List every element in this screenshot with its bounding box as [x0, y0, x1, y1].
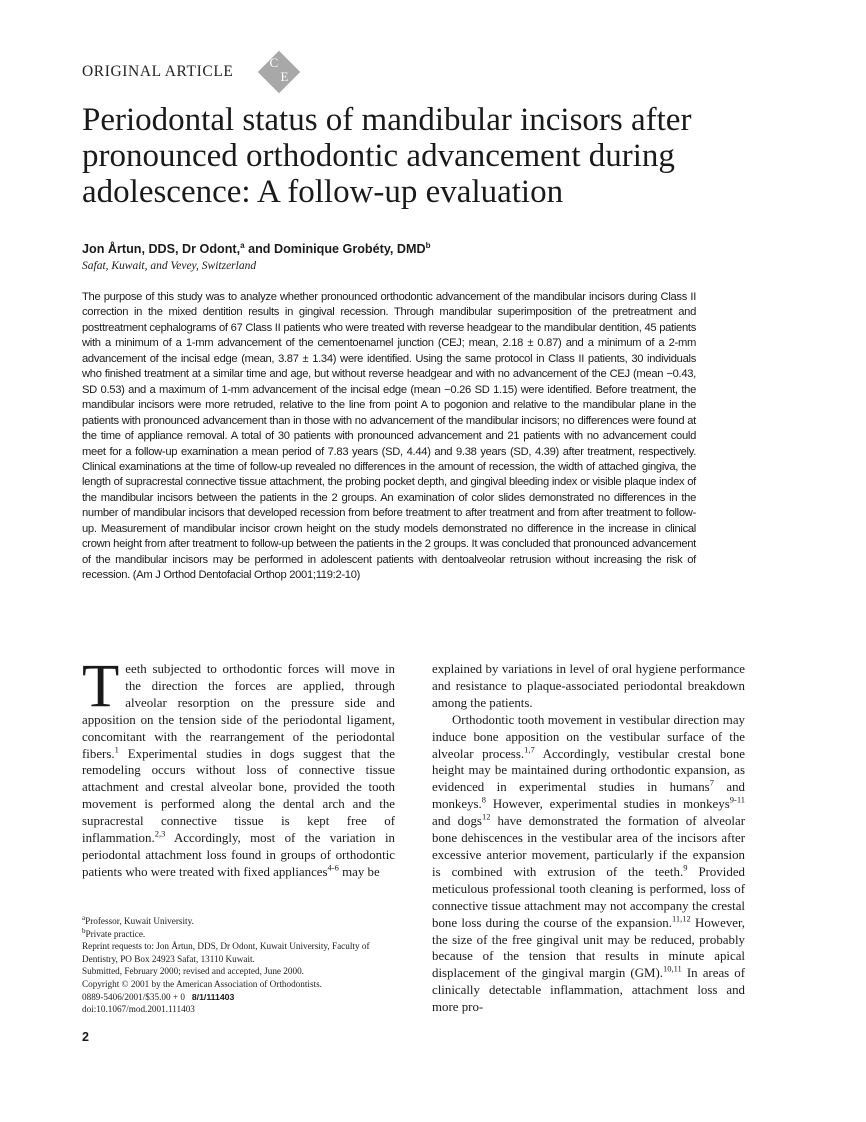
body-text: In areas of clinically detectable inflammation, attachment loss and more pro-	[432, 966, 745, 1015]
body-paragraph: explained by variations in level of oral hygiene performance and resistance to plaque-associated periodontal breakdown among the patients.	[432, 662, 745, 710]
reprint-line-1: Reprint requests to: Jon Årtun, DDS, Dr Odont, Kuwait University, Faculty of	[82, 941, 370, 952]
footnote-text: Professor, Kuwait University.	[85, 916, 194, 926]
ce-badge-icon	[257, 50, 301, 94]
footnote-text: Private practice.	[85, 928, 146, 939]
citation: 4-6	[327, 862, 339, 873]
body-text: Accordingly, most of the variation in periodontal attachment loss found in groups of orthodontic patients who were treated with fixed appliances	[82, 831, 395, 879]
citation: 12	[481, 811, 491, 822]
body-text: Experimental studies in dogs suggest that the remodeling occurs without loss of connective tissue attachment and crestal alveolar bone, provided the tooth movement is performed along the dental arch and the supracrestal connective tissue is kept free of inflammation.	[82, 746, 395, 846]
drop-cap: T	[82, 653, 120, 720]
citation: 9-11	[729, 794, 745, 805]
footnotes	[82, 915, 412, 1016]
author-2: Dominique Grobéty, DMD	[273, 242, 426, 257]
citation: 2,3	[154, 828, 166, 839]
submitted-line: Submitted, February 2000; revised and accepted, June 2000.	[82, 966, 304, 977]
citation: 9	[683, 862, 688, 873]
author-1: Jon Årtun, DDS, Dr Odont,	[82, 242, 241, 257]
body-paragraph	[432, 712, 745, 1016]
issn-line	[82, 991, 412, 1004]
abstract: The purpose of this study was to analyze whether pronounced orthodontic advancement of the mandibular incisors during Class II correction in the mixed dentition results in gingival recession. Through mandibular superimposition of the pretreatment and posttreatment cephalograms of 67 Class II patients who were treated with reverse headgear to the mandibular dentition, 45 patients with a minimum of a 1-mm advancement of the cementoenamel junction (CEJ; mean, 2.18 ± 0.87) and a minimum of a 2-mm advancement of the incisal edge (mean, 3.87 ± 1.34) were identified. Using the same protocol in Class II patients, 30 individuals who finished treatment at a similar time and age, but without reverse headgear and with no advancement of the CEJ (mean −0.43, SD 0.53) and a maximum of 1-mm advancement of the incisal edge (mean −0.26 SD 1.15) were identified. Before treatment, the mandibular incisors were more retruded, relative to the line from point A to pogonion and relative to the mandibular plane in the patients with pronounced advancement than in those with no advancement of the mandibular incisors; no differences were found at the time of appliance removal. A total of 30 patients with pronounced advancement and 21 patients with no advancement could meet for a follow-up examination a mean period of 7.83 years (SD, 4.44) and 9.38 years (SD, 4.39) after treatment, respectively. Clinical examinations at the time of follow-up revealed no differences in the amount of recession, the width of attached gingiva, the length of supracrestal connective tissue attachment, the probing pocket depth, and gingival bleeding index or visible plaque index of the mandibular incisors between the patients in the 2 groups. An examination of color slides demonstrated no differences in the number of mandibular incisors that developed recession from before treatment to after treatment and from after treatment to follow-up. Measurement of mandibular incisor crown height on the study models demonstrated no difference in the increase in clinical crown height from after treatment to follow-up between the patients in the 2 groups. It was concluded that pronounced advancement of the mandibular incisors may be performed in adolescent patients with dentoalveolar retrusion without increasing the risk of recession. (Am J Orthod Dentofacial Orthop 2001;119:2-10)	[82, 291, 696, 582]
body-text: may be	[338, 864, 380, 879]
footnote-a	[82, 915, 412, 928]
body-text: Orthodontic tooth movement in vestibular direction may induce bone apposition on the vestibular surface of the alveolar process.	[432, 712, 745, 761]
ce-badge-diamond	[258, 51, 300, 93]
citation: 10,11	[663, 964, 682, 975]
body-column-right	[432, 661, 745, 1016]
author-connector: and	[244, 242, 274, 257]
citation: 7	[709, 778, 714, 789]
article-title: Periodontal status of mandibular incisors after pronounced orthodontic advancement during adolescence: A follow-up evaluation	[82, 102, 692, 210]
body-text: However, experimental studies in monkeys	[486, 797, 730, 812]
article-header	[82, 50, 301, 94]
body-text: Accordingly, vestibular crestal bone height may be maintained during orthodontic expansion, as evidenced in experimental studies in humans	[432, 746, 745, 795]
copyright-line: Copyright © 2001 by the American Association of Orthodontists.	[82, 978, 322, 989]
body-text: However, the size of the free gingival unit may be reduced, probably because of the tension that results in minute apical displacement of the gingival margin (GM).	[432, 915, 745, 981]
citation: 1	[114, 744, 119, 755]
body-text: eeth subjected to orthodontic forces will move in the direction the forces are applied, through alveolar resorption on the pressure side and apposition on the tension side of the periodontal ligament, concomitant with the rearrangement of the periodontal fibers.	[82, 662, 395, 761]
footnote-b	[82, 928, 412, 941]
body-text: have demonstrated the formation of alveolar bone dehiscences in the vestibular area of the incisors after excessive anterior movement, particularly if the expansion is combined with extrusion of the teeth.	[432, 814, 745, 879]
ce-badge-e: E	[280, 69, 289, 84]
citation: 1,7	[524, 744, 535, 755]
affiliation: Safat, Kuwait, and Vevey, Switzerland	[82, 260, 257, 272]
body-paragraph	[82, 653, 395, 881]
body-column-left	[82, 653, 395, 881]
author-2-mark: b	[425, 241, 431, 250]
citation: 11,12	[671, 913, 691, 924]
reprint-line-2: Dentistry, PO Box 24923 Safat, 13110 Kuwait.	[82, 953, 255, 964]
section-label: ORIGINAL ARTICLE	[82, 63, 234, 80]
body-text: Provided meticulous professional tooth cleaning is performed, loss of connective tissue attachment may not accompany the crestal bone loss during the course of the expansion.	[432, 864, 745, 930]
body-text: and monkeys.	[432, 780, 745, 812]
article-code: 8/1/111403	[191, 991, 235, 1002]
issn-text: 0889-5406/2001/$35.00 + 0	[82, 991, 185, 1002]
author-1-mark: a	[240, 241, 245, 250]
doi-line: doi:10.1067/mod.2001.111403	[82, 1004, 195, 1015]
ce-badge-c: C	[269, 55, 279, 70]
body-text: and dogs	[432, 814, 482, 829]
citation: 8	[481, 794, 487, 805]
authors-line	[82, 241, 430, 256]
page-number: 2	[82, 1030, 89, 1044]
footnote-mark: b	[82, 926, 86, 935]
footnote-mark: a	[82, 913, 86, 922]
